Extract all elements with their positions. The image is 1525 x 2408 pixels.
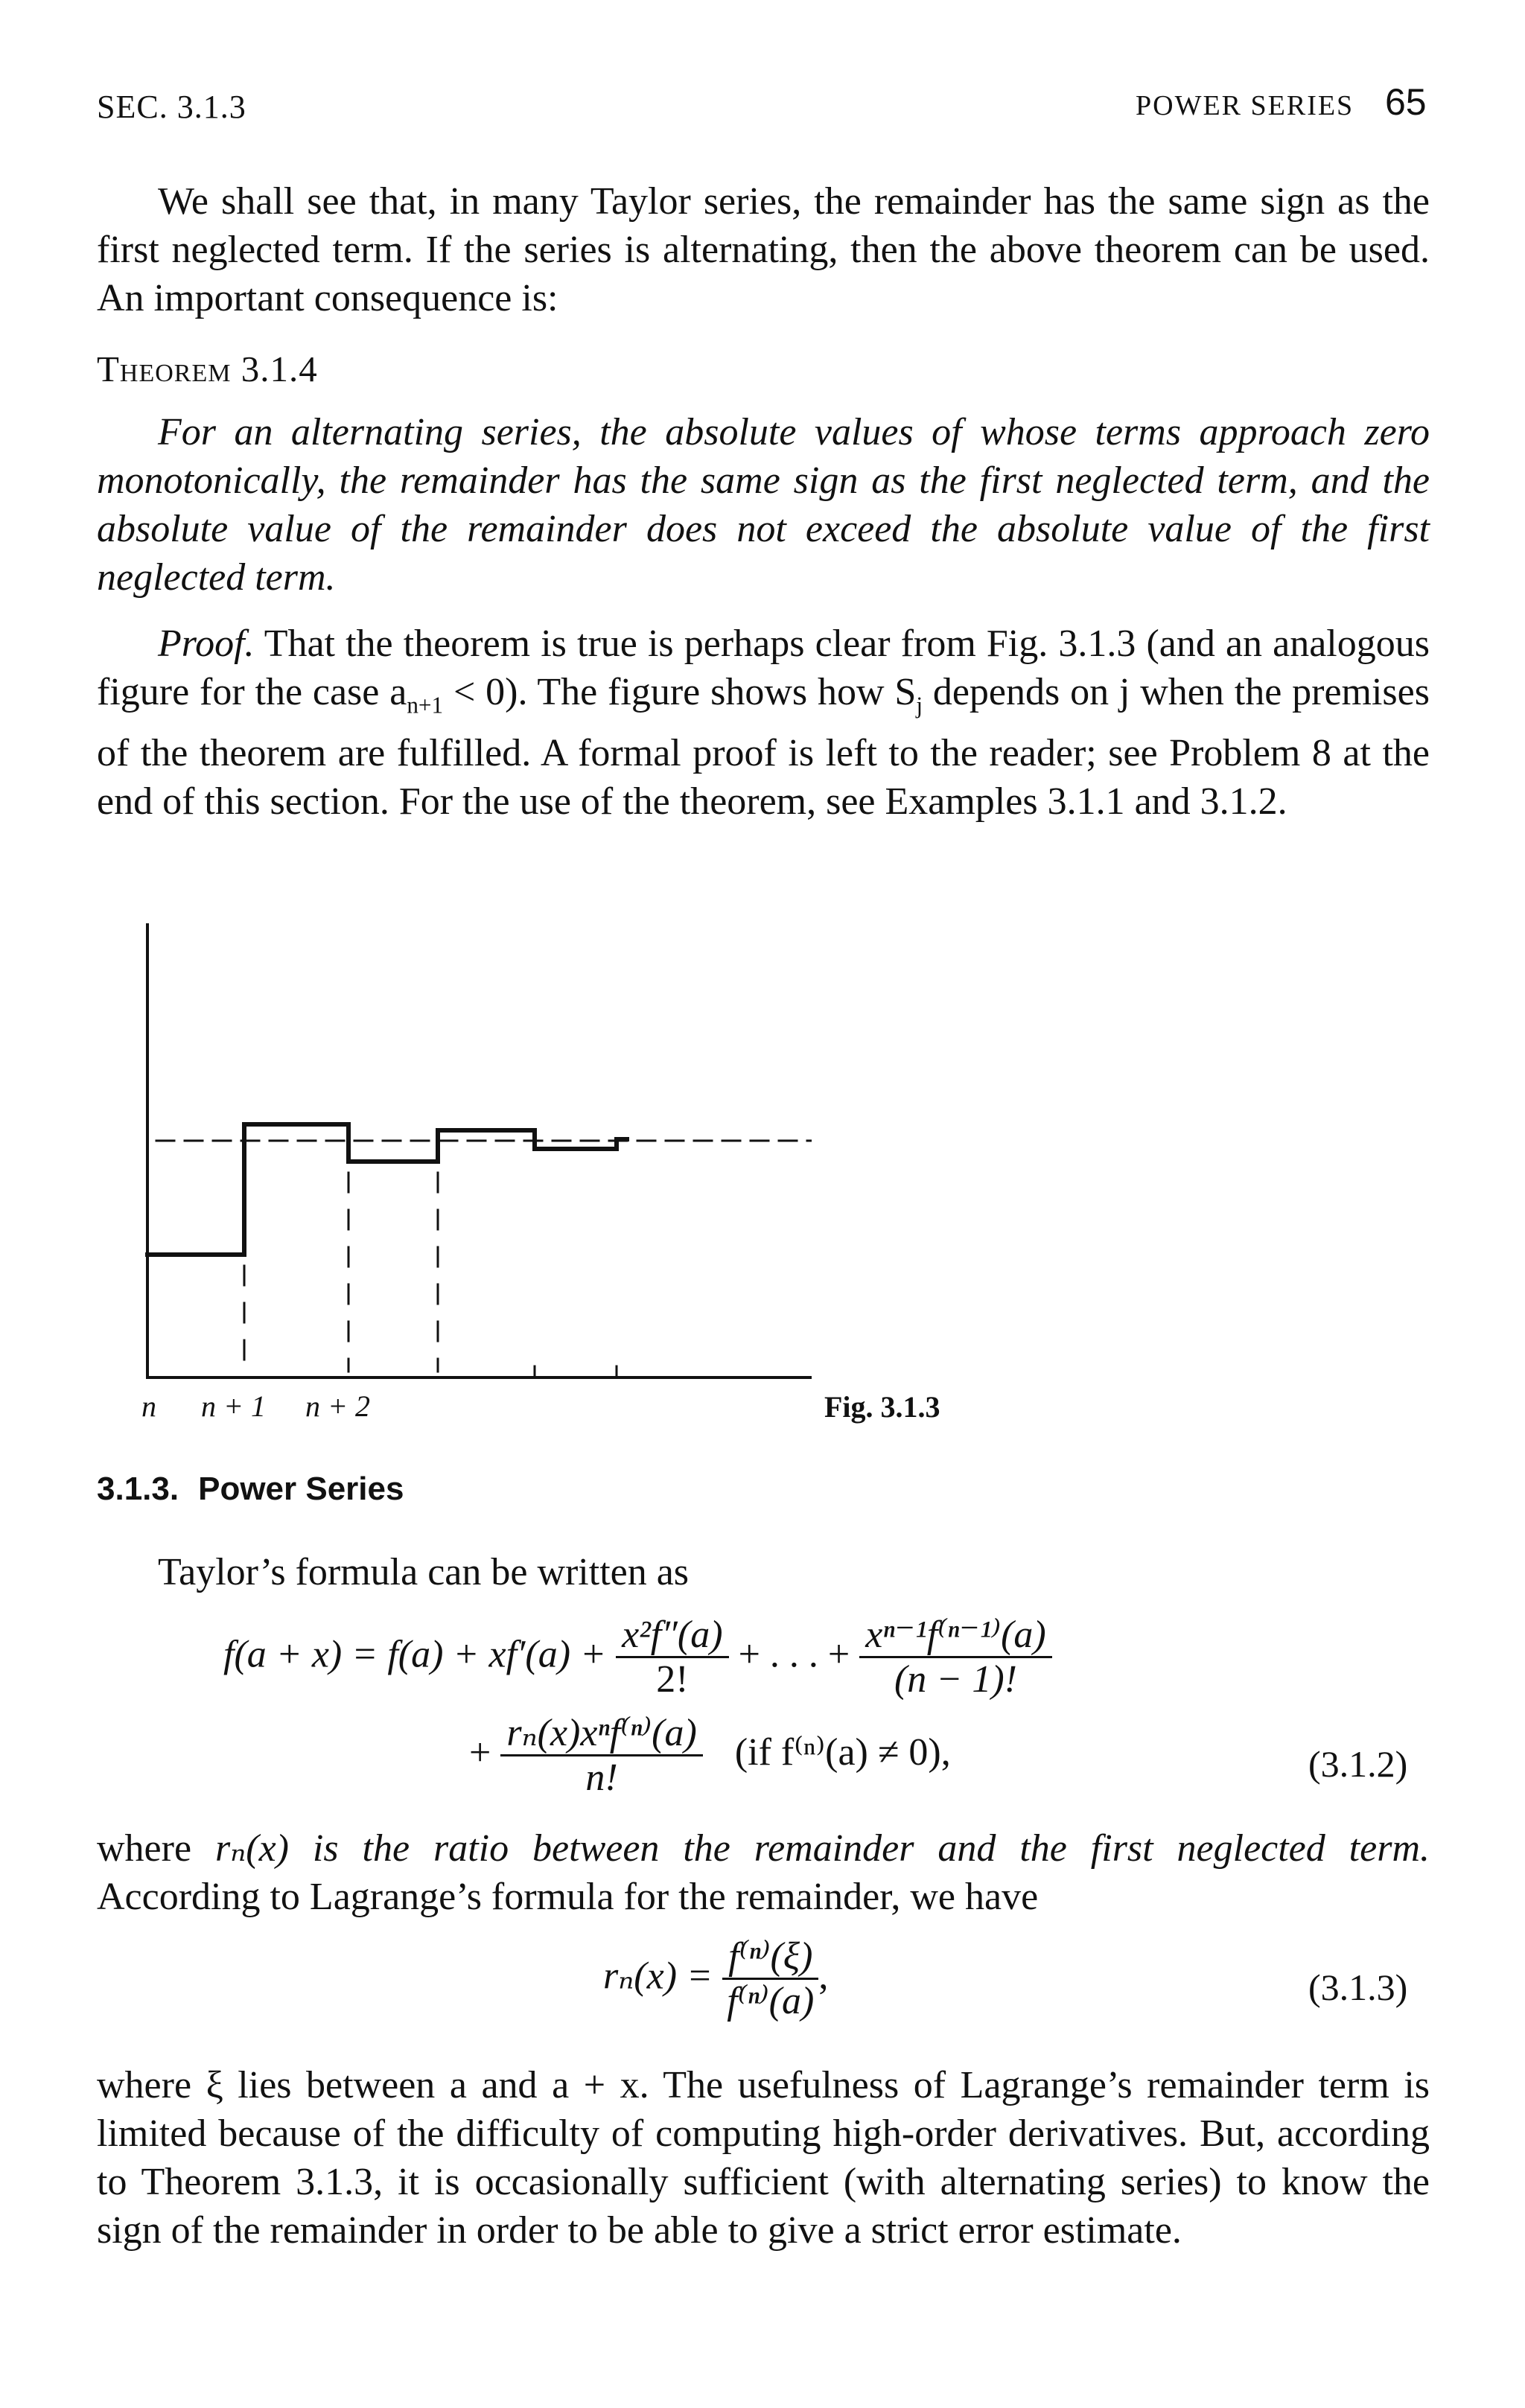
proof-text: [97, 619, 1430, 826]
theorem-label: Theorem 3.1.4: [97, 348, 318, 389]
ratio-text-c: According to Lagrange’s formula for the remainder, we have: [97, 1876, 1039, 1918]
proof-text-2: < 0). The figure shows how S: [443, 671, 917, 713]
eq312-term3-num: xⁿ⁻¹f⁽ⁿ⁻¹⁾(a): [859, 1614, 1052, 1658]
eq313-den: f⁽ⁿ⁾(a): [727, 1980, 815, 2022]
eq312-remainder-num: rₙ(x)xⁿf⁽ⁿ⁾(a): [500, 1713, 702, 1756]
figure-caption: Fig. 3.1.3: [824, 1390, 940, 1424]
x-label-n: n: [141, 1389, 156, 1423]
partial-sum-steps: [147, 1124, 627, 1255]
ratio-rn: rₙ(x): [214, 1827, 289, 1870]
eq313-num: f⁽ⁿ⁾(ξ): [722, 1936, 818, 1980]
taylor-intro: Taylor’s formula can be written as: [158, 1551, 690, 1593]
ratio-paragraph: [97, 1824, 1430, 1921]
eq312-remainder: [500, 1713, 702, 1800]
section-number: 3.1.3.: [97, 1471, 179, 1507]
running-title: POWER SERIES: [1136, 90, 1354, 121]
eq312-lhs: f(a + x) = f(a) + xf′(a) +: [223, 1633, 607, 1676]
proof-text-3: depends on j when the premises of the theorem are fulfilled. A formal proof is left to the reader; see Problem 8 at the end of this section. For the use of the theorem, see Examples 3.1.1 and 3.1.2.: [97, 671, 1430, 824]
equation-number-3-1-2: (3.1.2): [1308, 1743, 1408, 1785]
eq312-term3-den: (n − 1)!: [894, 1658, 1017, 1701]
running-section: SEC. 3.1.3: [97, 89, 246, 125]
eq312-term2: [616, 1614, 728, 1701]
eq312-term3: [859, 1614, 1052, 1701]
ratio-text-a: where: [97, 1827, 215, 1870]
proof-sub-2: j: [916, 692, 923, 719]
section-title: Power Series: [198, 1471, 404, 1507]
eq312-term2-num: x²f″(a): [616, 1614, 728, 1658]
ratio-text-b: is the ratio between the remainder and the first neglected term.: [289, 1827, 1430, 1870]
eq312-term2-den: 2!: [656, 1658, 689, 1701]
equation-3-1-2-line2: [469, 1713, 951, 1800]
proof-text-1: That the theorem is true is perhaps clear from Fig. 3.1.3 (and an analogous figure for the case a: [97, 622, 1430, 713]
proof-sub-1: n+1: [407, 692, 444, 719]
equation-number-3-1-3: (3.1.3): [1308, 1966, 1408, 2008]
x-label-n-plus-1: n + 1: [201, 1389, 266, 1423]
final-text: where ξ lies between a and a + x. The usefulness of Lagrange’s remainder term is limited because of the difficulty of computing high-order derivatives. But, according to Theorem 3.1.3, it is occasionally sufficient (with alternating series) to know the sign of the remainder in order to be able to give a strict error estimate.: [97, 2064, 1430, 2252]
intro-text: We shall see that, in many Taylor series, the remainder has the same sign as the first neglected term. If the series is alternating, then the above theorem can be used. An important consequence is:: [97, 180, 1430, 319]
page-number: 65: [1385, 81, 1427, 123]
proof-paragraph: [97, 619, 1430, 826]
figure-3-1-3: [97, 916, 812, 1430]
intro-paragraph: [97, 177, 1430, 322]
ratio-text: [97, 1824, 1430, 1921]
proof-label: Proof.: [158, 622, 255, 665]
eq313-comma: ,: [818, 1955, 829, 1998]
eq313-fraction: [722, 1936, 818, 2023]
eq312-remainder-den: n!: [585, 1756, 618, 1799]
equation-3-1-3: [603, 1936, 828, 2023]
theorem-statement: [97, 408, 1430, 602]
eq312-condition: (if f⁽ⁿ⁾(a) ≠ 0),: [734, 1731, 951, 1774]
equation-3-1-2-line1: [223, 1614, 1052, 1701]
x-label-n-plus-2: n + 2: [305, 1389, 370, 1423]
theorem-text: For an alternating series, the absolute values of whose terms approach zero monotonically, the remainder has the same sign as the first neglected term, and the absolute value of the remainder does not exceed the absolute value of the first neglected term.: [97, 411, 1430, 599]
final-paragraph: [97, 2061, 1430, 2255]
section-heading: [97, 1471, 404, 1508]
eq312-dots: + . . . +: [738, 1633, 850, 1676]
eq312-plus: +: [469, 1731, 491, 1774]
eq313-lhs: rₙ(x) =: [603, 1955, 713, 1998]
